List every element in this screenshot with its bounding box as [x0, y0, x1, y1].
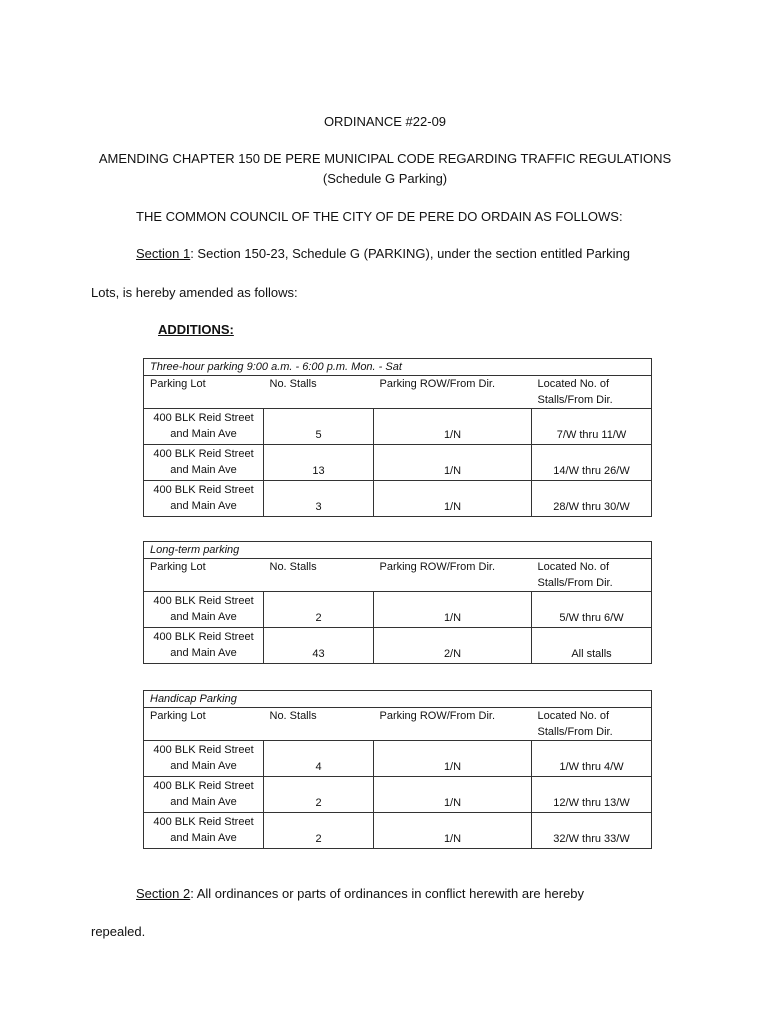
header-located	[532, 708, 652, 741]
cell-stalls: 13	[264, 445, 374, 481]
header-located-line-1: Located No. of	[537, 710, 610, 722]
header-parking-lot: Parking Lot	[144, 708, 264, 741]
header-located-line-2: Stalls/From Dir.	[537, 577, 613, 589]
cell-located: 32/W thru 33/W	[532, 813, 652, 849]
header-row-dir: Parking ROW/From Dir.	[374, 376, 532, 409]
cell-lot: 400 BLK Reid Street and Main Ave	[144, 777, 264, 813]
cell-located: All stalls	[532, 628, 652, 664]
cell-located: 28/W thru 30/W	[532, 481, 652, 517]
header-parking-lot: Parking Lot	[144, 559, 264, 592]
table-row	[144, 777, 652, 813]
cell-located: 7/W thru 11/W	[532, 409, 652, 445]
section-2-line-1	[136, 886, 584, 901]
cell-row: 1/N	[374, 741, 532, 777]
cell-located: 1/W thru 4/W	[532, 741, 652, 777]
cell-stalls: 2	[264, 813, 374, 849]
three-hour-parking-table	[143, 358, 652, 517]
cell-lot: 400 BLK Reid Street and Main Ave	[144, 628, 264, 664]
table-row	[144, 813, 652, 849]
section-1-text: : Section 150-23, Schedule G (PARKING), under the section entitled Parking	[190, 246, 631, 261]
table-row	[144, 741, 652, 777]
cell-stalls: 2	[264, 777, 374, 813]
cell-located: 14/W thru 26/W	[532, 445, 652, 481]
header-located-line-2: Stalls/From Dir.	[537, 394, 613, 406]
subtitle-line-1: AMENDING CHAPTER 150 DE PERE MUNICIPAL CODE REGARDING TRAFFIC REGULATIONS	[98, 151, 672, 166]
table-row	[144, 592, 652, 628]
header-stalls: No. Stalls	[264, 559, 374, 592]
cell-row: 1/N	[374, 777, 532, 813]
header-located-line-1: Located No. of	[537, 561, 610, 573]
header-row	[144, 559, 652, 592]
cell-stalls: 5	[264, 409, 374, 445]
cell-lot: 400 BLK Reid Street and Main Ave	[144, 409, 264, 445]
cell-lot: 400 BLK Reid Street and Main Ave	[144, 592, 264, 628]
header-row	[144, 376, 652, 409]
section-1-line-1	[136, 246, 630, 261]
header-located	[532, 559, 652, 592]
cell-located: 12/W thru 13/W	[532, 777, 652, 813]
cell-stalls: 2	[264, 592, 374, 628]
header-stalls: No. Stalls	[264, 708, 374, 741]
section-1-label: Section 1	[136, 246, 191, 261]
header-row	[144, 708, 652, 741]
long-term-parking-table	[143, 541, 652, 664]
header-row-dir: Parking ROW/From Dir.	[374, 708, 532, 741]
cell-row: 2/N	[374, 628, 532, 664]
header-parking-lot: Parking Lot	[144, 376, 264, 409]
ordinance-title: ORDINANCE #22-09	[323, 114, 447, 129]
table-row	[144, 445, 652, 481]
cell-lot: 400 BLK Reid Street and Main Ave	[144, 481, 264, 517]
table-row	[144, 409, 652, 445]
cell-row: 1/N	[374, 592, 532, 628]
cell-stalls: 4	[264, 741, 374, 777]
table-row	[144, 481, 652, 517]
section-2-text: : All ordinances or parts of ordinances in conflict herewith are hereby	[190, 886, 585, 901]
header-row-dir: Parking ROW/From Dir.	[374, 559, 532, 592]
subtitle-line-2: (Schedule G Parking)	[322, 171, 448, 186]
cell-lot: 400 BLK Reid Street and Main Ave	[144, 813, 264, 849]
table-caption: Three-hour parking 9:00 a.m. - 6:00 p.m. Mon. - Sat	[144, 359, 652, 376]
section-2-line-2: repealed.	[91, 924, 146, 939]
cell-located: 5/W thru 6/W	[532, 592, 652, 628]
cell-row: 1/N	[374, 813, 532, 849]
header-located-line-1: Located No. of	[537, 378, 610, 390]
cell-row: 1/N	[374, 445, 532, 481]
cell-lot: 400 BLK Reid Street and Main Ave	[144, 741, 264, 777]
cell-stalls: 43	[264, 628, 374, 664]
cell-row: 1/N	[374, 481, 532, 517]
header-located-line-2: Stalls/From Dir.	[537, 726, 613, 738]
additions-heading	[158, 322, 234, 337]
header-located	[532, 376, 652, 409]
additions-label: ADDITIONS:	[158, 322, 234, 337]
table-caption: Handicap Parking	[144, 691, 652, 708]
handicap-parking-table	[143, 690, 652, 849]
cell-row: 1/N	[374, 409, 532, 445]
section-2-label: Section 2	[136, 886, 191, 901]
table-caption: Long-term parking	[144, 542, 652, 559]
ordain-statement: THE COMMON COUNCIL OF THE CITY OF DE PERE DO ORDAIN AS FOLLOWS:	[136, 209, 623, 224]
cell-stalls: 3	[264, 481, 374, 517]
table-row	[144, 628, 652, 664]
cell-lot: 400 BLK Reid Street and Main Ave	[144, 445, 264, 481]
section-1-line-2: Lots, is hereby amended as follows:	[91, 285, 298, 300]
header-stalls: No. Stalls	[264, 376, 374, 409]
